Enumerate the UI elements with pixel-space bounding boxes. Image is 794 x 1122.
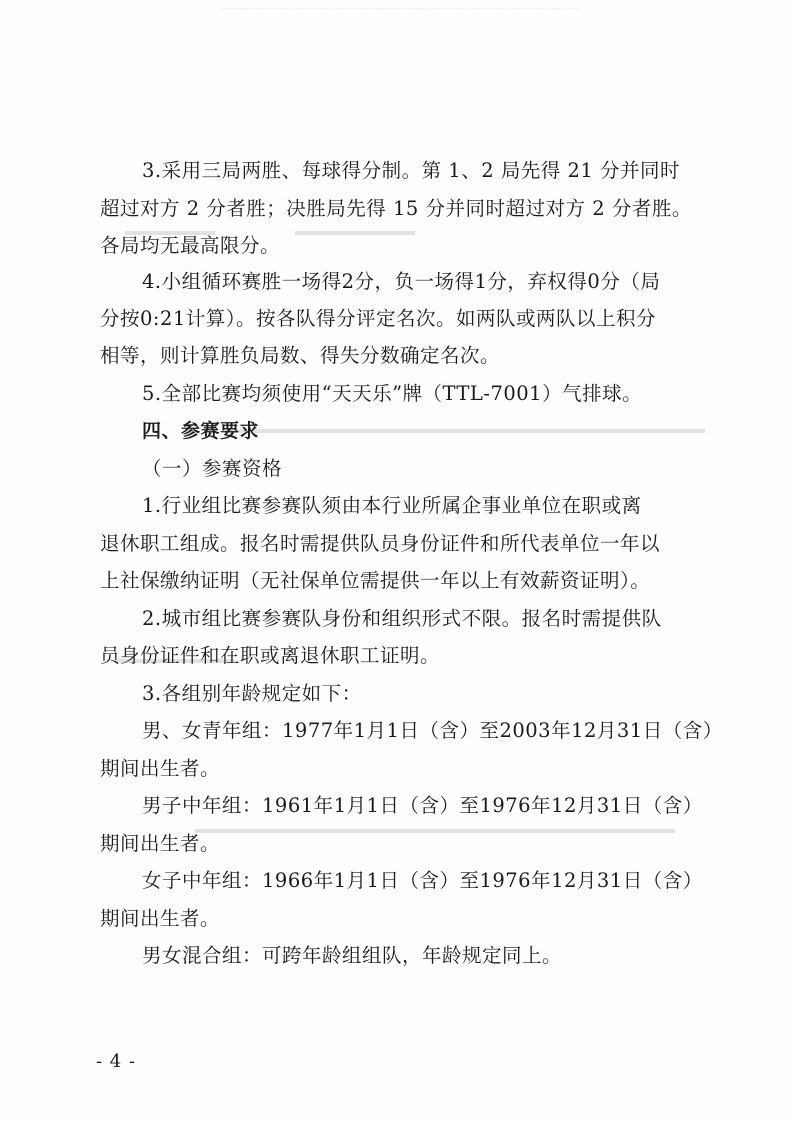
requirement-3-line-1: 3.各组别年龄规定如下： (142, 682, 362, 705)
subsection-heading: （一）参赛资格 (142, 457, 283, 480)
age-women-middle-line-2: 期间出生者。 (100, 907, 221, 930)
requirement-1-line-2: 退休职工组成。报名时需提供队员身份证件和所代表单位一年以 (100, 532, 661, 555)
age-youth-line-1: 男、女青年组：1977年1月1日（含）至2003年12月31日（含） (142, 719, 723, 742)
scan-top-mark (220, 0, 580, 9)
section-heading: 四、参赛要求 (142, 420, 260, 442)
age-men-middle-line-1: 男子中年组：1961年1月1日（含）至1976年12月31日（含） (142, 794, 703, 817)
rule-3-line-1: 3.采用三局两胜、每球得分制。第 1、2 局先得 21 分并同时 (142, 159, 681, 182)
age-men-middle-line-2: 期间出生者。 (100, 832, 221, 855)
age-youth-line-2: 期间出生者。 (100, 757, 221, 780)
rule-4-line-2: 分按0:21计算）。按各队得分评定名次。如两队或两队以上积分 (100, 307, 657, 330)
rule-4-line-3: 相等，则计算胜负局数、得失分数确定名次。 (100, 344, 501, 367)
rule-3-line-2: 超过对方 2 分者胜；决胜局先得 15 分并同时超过对方 2 分者胜。 (100, 197, 692, 220)
rule-3-line-3: 各局均无最高限分。 (100, 234, 281, 257)
rule-5-line-1: 5.全部比赛均须使用“天天乐”牌（TTL-7001）气排球。 (142, 382, 643, 405)
requirement-1-line-1: 1.行业组比赛参赛队须由本行业所属企事业单位在职或离 (142, 494, 642, 517)
requirement-2-line-2: 员身份证件和在职或离退休职工证明。 (100, 644, 441, 667)
age-mixed-line-1: 男女混合组：可跨年龄组组队，年龄规定同上。 (142, 944, 563, 967)
age-women-middle-line-1: 女子中年组：1966年1月1日（含）至1976年12月31日（含） (142, 869, 703, 892)
page-number: - 4 - (96, 1051, 137, 1072)
requirement-1-line-3: 上社保缴纳证明（无社保单位需提供一年以上有效薪资证明）。 (100, 569, 651, 592)
rule-4-line-1: 4.小组循环赛胜一场得2分，负一场得1分，弃权得0分（局 (142, 270, 661, 293)
requirement-2-line-1: 2.城市组比赛参赛队身份和组织形式不限。报名时需提供队 (142, 607, 662, 630)
